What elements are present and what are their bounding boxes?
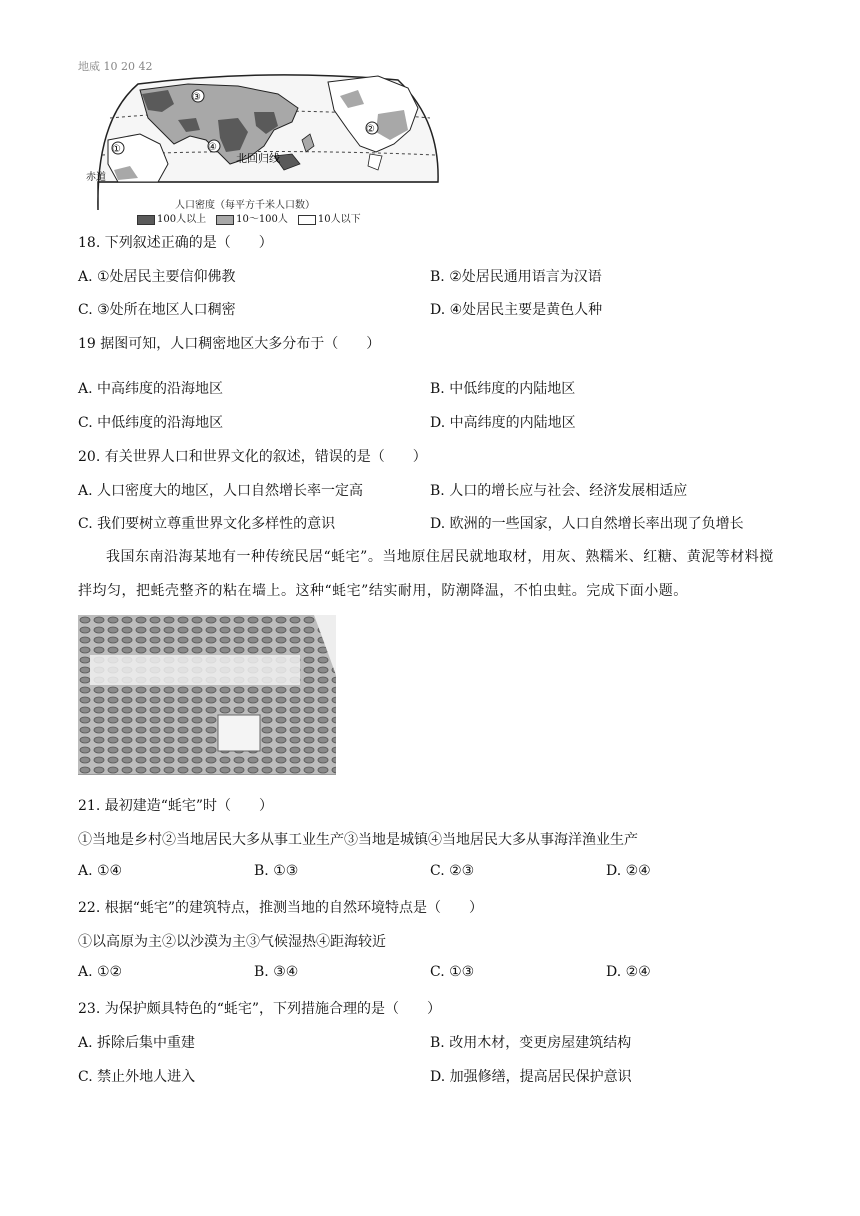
q19-option-a: A. 中高纬度的沿海地区 [78, 381, 224, 397]
map-tropic-label: 北回归线 [236, 152, 280, 165]
q23-option-d: D. 加强修缮，提高居民保护意识 [430, 1069, 632, 1085]
q22-items: ①以高原为主②以沙漠为主③气候湿热④距海较近 [78, 934, 386, 950]
q22-stem: 22. 根据“蚝宅”的建筑特点，推测当地的自然环境特点是（ ） [78, 900, 484, 916]
q21-option-c: C. ②③ [430, 863, 475, 879]
q20-option-c: C. 我们要树立尊重世界文化多样性的意识 [78, 516, 336, 532]
q23-option-b: B. 改用木材，变更房屋建筑结构 [430, 1035, 632, 1051]
q20-stem: 20. 有关世界人口和世界文化的叙述，错误的是（ ） [78, 449, 427, 465]
q19-option-c: C. 中低纬度的沿海地区 [78, 415, 224, 431]
q21-option-d: D. ②④ [606, 863, 651, 879]
q23-option-c: C. 禁止外地人进入 [78, 1069, 196, 1085]
q18-option-d: D. ④处居民主要是黄色人种 [430, 302, 603, 318]
q20-option-d: D. 欧洲的一些国家，人口自然增长率出现了负增长 [430, 516, 744, 532]
q22-option-d: D. ②④ [606, 964, 651, 980]
reading-passage: 我国东南沿海某地有一种传统民居“蚝宅”。当地原住居民就地取材，用灰、熟糯米、红糖、黄泥等材料搅拌均匀，把蚝壳整齐的粘在墙上。这种“蚝宅”结实耐用，防潮降温，不怕虫蛀。完成下面小题。 [78, 549, 774, 599]
legend-item-dense: 100人以上 [137, 210, 206, 225]
map-label-3: ③ [192, 92, 201, 103]
map-label-2: ② [366, 124, 375, 135]
q20-option-a: A. 人口密度大的地区，人口自然增长率一定高 [78, 483, 364, 499]
q21-option-b: B. ①③ [254, 863, 299, 879]
q22-option-c: C. ①③ [430, 964, 475, 980]
q19-option-d: D. 中高纬度的内陆地区 [430, 415, 576, 431]
q19-stem: 19 据图可知，人口稠密地区大多分布于（ ） [78, 336, 381, 352]
q18-option-c: C. ③处所在地区人口稠密 [78, 302, 236, 318]
map-top-caption: 地威 10 20 42 [78, 60, 153, 73]
legend-item-medium: 10～100人 [216, 210, 288, 225]
legend-item-sparse: 10人以下 [298, 210, 361, 225]
q21-option-a: A. ①④ [78, 863, 123, 879]
q23-stem: 23. 为保护颇具特色的“蚝宅”，下列措施合理的是（ ） [78, 1001, 442, 1017]
oyster-house-photo [78, 615, 336, 775]
map-label-4: ④ [208, 142, 217, 153]
q18-option-b: B. ②处居民通用语言为汉语 [430, 269, 602, 285]
q18-option-a: A. ①处居民主要信仰佛教 [78, 269, 236, 285]
q21-stem: 21. 最初建造“蚝宅”时（ ） [78, 798, 274, 814]
map-corner-label: 赤道 [86, 172, 106, 183]
q19-option-b: B. 中低纬度的内陆地区 [430, 381, 576, 397]
map-label-1: ① [112, 144, 121, 155]
q21-items: ①当地是乡村②当地居民大多从事工业生产③当地是城镇④当地居民大多从事海洋渔业生产 [78, 832, 638, 848]
q22-option-b: B. ③④ [254, 964, 299, 980]
q23-option-a: A. 拆除后集中重建 [78, 1035, 196, 1051]
q18-stem: 18. 下列叙述正确的是（ ） [78, 235, 273, 251]
q20-option-b: B. 人口的增长应与社会、经济发展相适应 [430, 483, 688, 499]
legend-title: 人口密度（每平方千米人口数） [175, 200, 315, 211]
q22-option-a: A. ①② [78, 964, 123, 980]
